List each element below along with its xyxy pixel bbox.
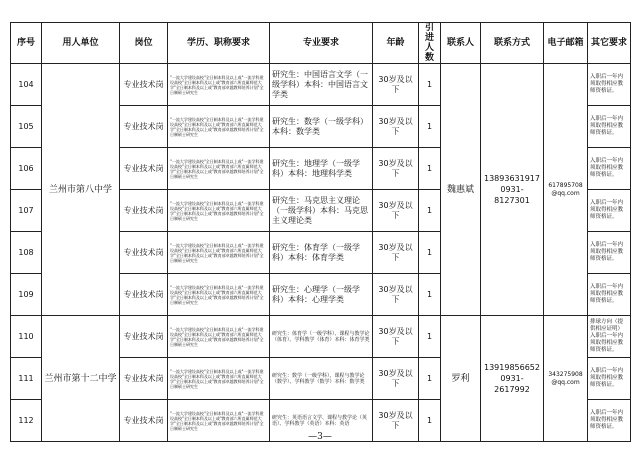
edu-cell: "一流大学建设高校"全日制本科及以上或"一流学科建设高校"全日制本科及以上或"教育部六所直属师范大学"全日制本科及以上或"教育部卓越教师培养计划"全日制硕士研究生 (168, 274, 270, 316)
header-num: 引进人数 (419, 23, 441, 64)
seq-cell: 111 (11, 358, 42, 400)
header-phone: 联系方式 (481, 23, 544, 64)
header-major: 专业要求 (270, 23, 373, 64)
age-cell: 30岁及以下 (373, 358, 419, 400)
num-cell: 1 (419, 274, 441, 316)
major-cell: 研究生：心理学（一级学科）本科：心理学类 (270, 274, 373, 316)
edu-cell: "一流大学建设高校"全日制本科及以上或"一流学科建设高校"全日制本科及以上或"教育部六所直属师范大学"全日制本科及以上或"教育部卓越教师培养计划"全日制硕士研究生 (168, 316, 270, 358)
num-cell: 1 (419, 400, 441, 442)
header-email: 电子邮箱 (544, 23, 588, 64)
post-cell: 专业技术岗 (120, 358, 168, 400)
post-cell: 专业技术岗 (120, 400, 168, 442)
major-cell: 研究生：地理学（一级学科）本科：地理科学类 (270, 148, 373, 190)
phone-cell: 13893631917 0931-8127301 (481, 64, 544, 316)
post-cell: 专业技术岗 (120, 274, 168, 316)
seq-cell: 108 (11, 232, 42, 274)
seq-cell: 106 (11, 148, 42, 190)
seq-cell: 109 (11, 274, 42, 316)
major-cell: 研究生：数学（一级学科）本科：数学类 (270, 106, 373, 148)
page-number: —3— (308, 432, 332, 442)
major-cell: 研究生：体育学（一级学科）、课程与教学论（体育）、学科教学（体育）本科：体育学类 (270, 316, 373, 358)
other-cell: 入职后一年内须取得相应教师资格证。 (588, 106, 631, 148)
major-cell: 研究生：体育学（一级学科）本科：体育学类 (270, 232, 373, 274)
age-cell: 30岁及以下 (373, 232, 419, 274)
seq-cell: 110 (11, 316, 42, 358)
header-seq: 序号 (11, 23, 42, 64)
post-cell: 专业技术岗 (120, 148, 168, 190)
other-cell: 入职后一年内须取得相应教师资格证。 (588, 190, 631, 232)
edu-cell: "一流大学建设高校"全日制本科及以上或"一流学科建设高校"全日制本科及以上或"教育部六所直属师范大学"全日制本科及以上或"教育部卓越教师培养计划"全日制硕士研究生 (168, 400, 270, 442)
post-cell: 专业技术岗 (120, 64, 168, 106)
age-cell: 30岁及以下 (373, 274, 419, 316)
contact-cell: 魏惠斌 (441, 64, 481, 316)
post-cell: 专业技术岗 (120, 316, 168, 358)
other-cell: 排球方向（提供相应证明）入职后一年内须取得相应教师资格证。 (588, 316, 631, 358)
num-cell: 1 (419, 64, 441, 106)
post-cell: 专业技术岗 (120, 106, 168, 148)
num-cell: 1 (419, 316, 441, 358)
num-cell: 1 (419, 232, 441, 274)
edu-cell: "一流大学建设高校"全日制本科及以上或"一流学科建设高校"全日制本科及以上或"教育部六所直属师范大学"全日制本科及以上或"教育部卓越教师培养计划"全日制硕士研究生 (168, 358, 270, 400)
num-cell: 1 (419, 190, 441, 232)
major-cell: 研究生：英语语言文学、课程与教学论（英语）、学科教学（英语）本科：英语 (270, 400, 373, 442)
header-row (11, 23, 631, 64)
recruitment-table (10, 22, 631, 442)
other-cell: 入职后一年内须取得相应教师资格证。 (588, 358, 631, 400)
num-cell: 1 (419, 358, 441, 400)
edu-cell: "一流大学建设高校"全日制本科及以上或"一流学科建设高校"全日制本科及以上或"教育部六所直属师范大学"全日制本科及以上或"教育部卓越教师培养计划"全日制硕士研究生 (168, 232, 270, 274)
age-cell: 30岁及以下 (373, 316, 419, 358)
header-age: 年龄 (373, 23, 419, 64)
major-cell: 研究生：数学（一级学科）、课程与教学论（数学）、学科教学（数学）本科：数学类 (270, 358, 373, 400)
table-row (11, 64, 631, 106)
age-cell: 30岁及以下 (373, 106, 419, 148)
other-cell: 入职后一年内须取得相应教师资格证。 (588, 400, 631, 442)
email-cell: 343275908@qq.com (544, 316, 588, 442)
major-cell: 研究生：马克思主义理论（一级学科）本科：马克思主义理论类 (270, 190, 373, 232)
age-cell: 30岁及以下 (373, 400, 419, 442)
header-post: 岗位 (120, 23, 168, 64)
seq-cell: 105 (11, 106, 42, 148)
table-row (11, 316, 631, 358)
edu-cell: "一流大学建设高校"全日制本科及以上或"一流学科建设高校"全日制本科及以上或"教育部六所直属师范大学"全日制本科及以上或"教育部卓越教师培养计划"全日制硕士研究生 (168, 64, 270, 106)
unit-cell: 兰州市第十二中学 (42, 316, 120, 442)
email-cell: 617895708@qq.com (544, 64, 588, 316)
num-cell: 1 (419, 148, 441, 190)
seq-cell: 107 (11, 190, 42, 232)
post-cell: 专业技术岗 (120, 232, 168, 274)
header-unit: 用人单位 (42, 23, 120, 64)
age-cell: 30岁及以下 (373, 190, 419, 232)
other-cell: 入职后一年内须取得相应教师资格证。 (588, 64, 631, 106)
seq-cell: 112 (11, 400, 42, 442)
other-cell: 入职后一年内须取得相应教师资格证。 (588, 232, 631, 274)
unit-cell: 兰州市第八中学 (42, 64, 120, 316)
edu-cell: "一流大学建设高校"全日制本科及以上或"一流学科建设高校"全日制本科及以上或"教育部六所直属师范大学"全日制本科及以上或"教育部卓越教师培养计划"全日制硕士研究生 (168, 148, 270, 190)
num-cell: 1 (419, 106, 441, 148)
age-cell: 30岁及以下 (373, 148, 419, 190)
header-other: 其它要求 (588, 23, 631, 64)
post-cell: 专业技术岗 (120, 190, 168, 232)
edu-cell: "一流大学建设高校"全日制本科及以上或"一流学科建设高校"全日制本科及以上或"教育部六所直属师范大学"全日制本科及以上或"教育部卓越教师培养计划"全日制硕士研究生 (168, 190, 270, 232)
header-contact: 联系人 (441, 23, 481, 64)
other-cell: 入职后一年内须取得相应教师资格证。 (588, 148, 631, 190)
header-edu: 学历、职称要求 (168, 23, 270, 64)
seq-cell: 104 (11, 64, 42, 106)
contact-cell: 罗利 (441, 316, 481, 442)
other-cell: 入职后一年内须取得相应教师资格证。 (588, 274, 631, 316)
phone-cell: 13919856652 0931-2617992 (481, 316, 544, 442)
edu-cell: "一流大学建设高校"全日制本科及以上或"一流学科建设高校"全日制本科及以上或"教育部六所直属师范大学"全日制本科及以上或"教育部卓越教师培养计划"全日制硕士研究生 (168, 106, 270, 148)
age-cell: 30岁及以下 (373, 64, 419, 106)
major-cell: 研究生：中国语言文学（一级学科）本科：中国语言文学类 (270, 64, 373, 106)
